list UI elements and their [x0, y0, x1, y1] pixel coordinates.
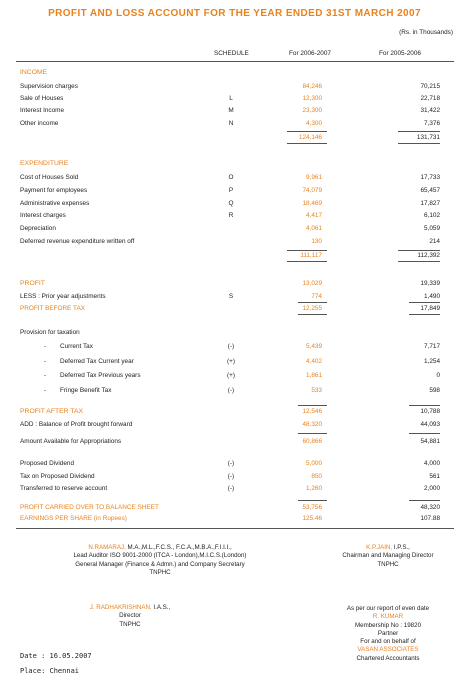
row-dash: -	[44, 386, 47, 394]
ramaraj-line3: General Manager (Finance & Admn.) and Company Secretary	[75, 560, 245, 568]
brought-forward-current: 48,320	[302, 421, 322, 428]
row-previous: 22,718	[420, 95, 440, 103]
row-previous: 17,733	[420, 174, 440, 181]
row-label: Tax on Proposed Dividend	[20, 472, 95, 480]
row-schedule: L	[229, 95, 233, 103]
row-current: 4,300	[306, 119, 322, 127]
row-previous: 7,376	[424, 119, 440, 127]
jain-quals: I.P.S.,	[392, 544, 410, 551]
expenditure-row	[0, 211, 469, 220]
avail-prev-rule	[409, 433, 440, 434]
expenditure-row	[0, 237, 469, 246]
col-current-header: For 2006-2007	[289, 50, 331, 57]
pat-current: 12,546	[302, 408, 322, 415]
avail-cur-rule	[298, 433, 327, 434]
row-schedule: (+)	[227, 357, 235, 365]
pbt-prev-rule	[409, 302, 440, 303]
signatory-kumar	[318, 605, 458, 663]
row-label: Fringe Benefit Tax	[60, 386, 112, 394]
income-cur-rule-2	[287, 143, 327, 144]
prior-adjustments-label: LESS : Prior year adjustments	[20, 293, 106, 300]
row-current: 1,260	[306, 485, 322, 492]
appropriation-row	[0, 484, 469, 493]
row-previous: 70,215	[420, 83, 440, 90]
row-schedule: M	[228, 107, 234, 115]
jain-line2: Chairman and Managing Director	[342, 552, 434, 560]
row-label: Payment for employees	[20, 186, 88, 194]
appropriation-row	[0, 459, 469, 468]
row-current: 5,439	[306, 343, 322, 350]
exp-total-previous: 112,392	[417, 252, 440, 259]
jain-name: K.P.JAIN,	[366, 544, 393, 551]
row-current: 4,061	[306, 225, 322, 233]
row-previous: 598	[429, 386, 440, 394]
row-previous: 1,254	[424, 357, 440, 365]
row-previous: 17,827	[420, 199, 440, 207]
brought-forward-label: ADD : Balance of Profit brought forward	[20, 421, 133, 428]
income-row	[0, 119, 469, 128]
row-dash: -	[44, 357, 47, 365]
available-row	[0, 437, 469, 446]
kumar-line2: Membership No : 19820	[354, 621, 422, 629]
kumar-name: R. KUMAR	[372, 613, 404, 621]
row-label: Deferred Tax Current year	[60, 357, 134, 365]
pbt-cur-rule-2	[298, 314, 327, 315]
row-schedule: (-)	[227, 472, 235, 480]
exp-prev-rule-2	[398, 261, 440, 262]
row-label: Depreciation	[20, 225, 56, 233]
row-label: Other income	[20, 119, 59, 127]
carried-row	[0, 503, 469, 512]
row-previous: 7,717	[424, 343, 440, 350]
row-previous: 0	[436, 372, 440, 380]
expenditure-row	[0, 173, 469, 182]
pat-cur-rule	[298, 405, 327, 406]
row-previous: 2,000	[424, 485, 440, 492]
exp-cur-rule-2	[287, 261, 327, 262]
pat-label: PROFIT AFTER TAX	[20, 408, 84, 415]
row-schedule: (-)	[227, 343, 235, 350]
expenditure-row	[0, 199, 469, 208]
row-schedule: N	[228, 119, 234, 127]
row-previous: 4,000	[424, 460, 440, 467]
page-title: PROFIT AND LOSS ACCOUNT FOR THE YEAR ENDED 31ST MARCH 2007	[48, 8, 421, 19]
prior-adjustments-schedule: S	[228, 293, 234, 300]
col-schedule-header: SCHEDULE	[214, 50, 249, 57]
income-row	[0, 82, 469, 91]
brought-forward-row	[0, 420, 469, 429]
row-current: 23,300	[302, 107, 322, 115]
row-previous: 561	[429, 472, 440, 480]
expenditure-row	[0, 186, 469, 195]
appropriation-row	[0, 472, 469, 481]
jain-line3: TNPHC	[377, 560, 399, 568]
pbt-label: PROFIT BEFORE TAX	[20, 305, 85, 312]
ramaraj-name: N.RAMARAJ,	[88, 544, 126, 551]
row-label: Deferred revenue expenditure written off	[20, 238, 135, 245]
expenditure-row	[0, 224, 469, 233]
row-previous: 214	[429, 238, 440, 245]
row-label: Cost of Houses Sold	[20, 174, 79, 181]
row-label: Interest charges	[20, 212, 66, 220]
row-label: Transferred to reserve account	[20, 485, 108, 492]
taxation-heading: Provision for taxation	[20, 329, 80, 336]
row-schedule: (+)	[227, 372, 235, 380]
row-current: 130	[311, 238, 322, 245]
row-label: Proposed Dividend	[20, 460, 74, 467]
tax-row	[0, 371, 469, 380]
tax-row	[0, 342, 469, 351]
header-rule	[16, 61, 454, 62]
exp-total-row	[0, 251, 469, 260]
kumar-line1: As per our report of even date	[346, 605, 430, 612]
tax-row	[0, 386, 469, 395]
radhakrishnan-name: J. RADHAKRISHNAN,	[89, 604, 152, 611]
carried-previous: 48,320	[420, 504, 440, 511]
prior-adjustments-previous: 1,490	[424, 293, 440, 300]
pbt-previous: 17,849	[420, 305, 440, 312]
ramaraj-line2: Lead Auditor ISO 9001-2000 (ITCA - London),M.I.C.S.(London)	[73, 552, 247, 560]
pat-prev-rule	[409, 405, 440, 406]
signatory-ramaraj	[40, 544, 280, 577]
income-heading: INCOME	[20, 69, 48, 76]
pbt-cur-rule	[298, 302, 327, 303]
row-schedule: P	[228, 186, 234, 194]
kumar-line5: Chartered Accountants	[356, 654, 420, 662]
income-row	[0, 94, 469, 103]
kumar-line3: Partner	[377, 629, 399, 637]
row-label: Administrative expenses	[20, 199, 90, 207]
profit-label: PROFIT	[20, 280, 45, 287]
profit-previous: 19,339	[420, 280, 440, 287]
row-schedule: (-)	[227, 485, 235, 492]
row-current: 4,417	[306, 212, 322, 220]
ramaraj-line4: TNPHC	[149, 568, 171, 576]
income-prev-rule	[398, 131, 440, 132]
income-row	[0, 106, 469, 115]
radhakrishnan-line2: Director	[119, 612, 141, 620]
exp-total-current: 111,117	[300, 252, 322, 259]
row-label: Current Tax	[60, 343, 93, 350]
report-date: Date : 16.05.2007	[20, 652, 92, 660]
eps-label: EARNINGS PER SHARE (in Rupees)	[20, 515, 127, 522]
eps-previous: 107.88	[420, 515, 440, 522]
eps-row	[0, 514, 469, 523]
row-current: 5,000	[306, 460, 322, 467]
row-previous: 5,059	[424, 225, 440, 233]
prior-adjustments-current: 774	[311, 293, 322, 300]
pbt-row	[0, 304, 469, 313]
income-total-current: 124,146	[298, 134, 322, 141]
pat-previous: 10,788	[420, 408, 440, 415]
col-previous-header: For 2005-2006	[379, 50, 421, 57]
kumar-line4: For and on behalf of	[360, 638, 416, 646]
eps-current: 125.46	[302, 515, 322, 522]
ramaraj-quals: M.A.,M.L.,F.C.S., F.C.A.,M.B.A.,F.I.I.I.,	[125, 544, 232, 551]
available-current: 60,866	[302, 438, 322, 445]
row-dash: -	[44, 372, 47, 380]
radhakrishnan-quals: I.A.S.,	[151, 604, 171, 611]
signatory-jain	[318, 544, 458, 569]
row-label: Sale of Houses	[20, 95, 64, 103]
available-previous: 54,881	[420, 438, 440, 445]
profit-current: 13,029	[302, 280, 322, 287]
brought-forward-previous: 44,093	[420, 421, 440, 428]
row-dash: -	[44, 343, 47, 350]
expenditure-heading: EXPENDITURE	[20, 160, 69, 167]
row-previous: 6,102	[424, 212, 440, 220]
row-current: 18,469	[302, 199, 322, 207]
row-current: 9,961	[306, 174, 322, 181]
tax-row	[0, 357, 469, 366]
signatory-radhakrishnan	[60, 604, 200, 629]
row-current: 533	[311, 386, 322, 394]
row-previous: 65,457	[420, 186, 440, 194]
row-label: Deferred Tax Previous years	[60, 372, 141, 380]
income-prev-rule-2	[398, 143, 440, 144]
row-current: 850	[311, 472, 322, 480]
carried-label: PROFIT CARRIED OVER TO BALANCE SHEET	[20, 504, 159, 511]
row-schedule: (-)	[227, 460, 235, 467]
row-current: 84,246	[302, 83, 322, 90]
row-schedule: O	[228, 174, 234, 181]
row-current: 74,079	[302, 186, 322, 194]
row-label: Interest Income	[20, 107, 65, 115]
pat-row	[0, 407, 469, 416]
row-schedule: R	[228, 212, 234, 220]
row-previous: 31,422	[420, 107, 440, 115]
report-place: Place: Chennai	[20, 667, 80, 675]
income-total-previous: 131,731	[416, 134, 440, 141]
income-total-row	[0, 133, 469, 142]
radhakrishnan-line3: TNPHC	[119, 620, 141, 628]
footer-rule	[16, 528, 454, 529]
income-cur-rule	[287, 131, 327, 132]
row-label: Supervision charges	[20, 83, 78, 90]
kumar-firm: VASAN ASSOCIATES	[357, 646, 419, 654]
row-schedule: Q	[228, 199, 234, 207]
pbt-current: 12,255	[302, 305, 322, 312]
prior-adjustments-row	[0, 292, 469, 301]
carried-current: 53,756	[302, 504, 322, 511]
carried-cur-rule	[298, 500, 327, 501]
available-label: Amount Available for Appropriations	[20, 438, 122, 445]
row-current: 1,861	[306, 372, 322, 380]
units-note: (Rs. in Thousands)	[399, 29, 453, 36]
profit-row	[0, 279, 469, 288]
pbt-prev-rule-2	[409, 314, 440, 315]
row-current: 12,300	[302, 95, 322, 103]
carried-prev-rule	[409, 500, 440, 501]
row-schedule: (-)	[227, 386, 235, 394]
row-current: 4,402	[306, 357, 322, 365]
